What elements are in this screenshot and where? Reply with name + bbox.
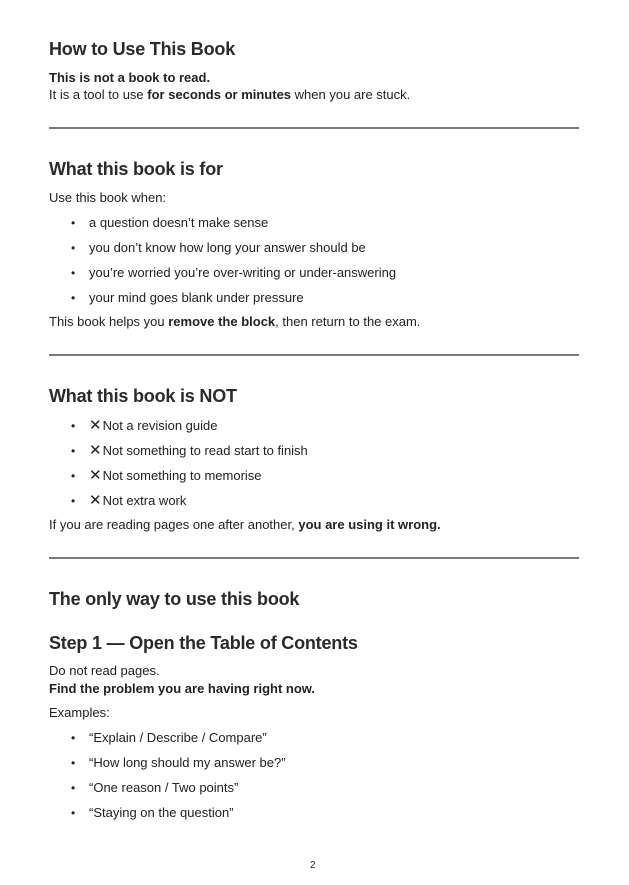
list-item: • “Explain / Describe / Compare”	[71, 730, 267, 745]
list-item: • “Staying on the question”	[71, 805, 234, 820]
step-1-line-1: Do not read pages.	[49, 663, 160, 678]
list-item: • ✕Not a revision guide	[71, 417, 218, 434]
list-item: • you don’t know how long your answer should be	[71, 240, 366, 255]
not-closing: If you are reading pages one after another, you are using it wrong.	[49, 517, 441, 532]
cross-icon: ✕	[89, 492, 102, 509]
list-item: • “How long should my answer be?”	[71, 755, 286, 770]
cross-icon: ✕	[89, 467, 102, 484]
divider	[49, 557, 579, 559]
list-item: • ✕Not something to memorise	[71, 467, 262, 484]
cross-icon: ✕	[89, 442, 102, 459]
list-item: • a question doesn’t make sense	[71, 215, 269, 230]
list-item: • you’re worried you’re over-writing or under-answering	[71, 265, 397, 280]
divider	[49, 354, 579, 356]
intro-line-2: It is a tool to use for seconds or minutes when you are stuck.	[49, 87, 411, 102]
section-heading-only-way: The only way to use this book	[49, 589, 300, 609]
step-1-heading: Step 1 — Open the Table of Contents	[49, 633, 358, 653]
for-lead: Use this book when:	[49, 190, 167, 205]
for-closing: This book helps you remove the block, then return to the exam.	[49, 314, 421, 329]
section-heading-not: What this book is NOT	[49, 386, 237, 406]
divider	[49, 127, 579, 129]
cross-icon: ✕	[89, 417, 102, 434]
examples-label: Examples:	[49, 705, 110, 720]
page-number: 2	[310, 860, 316, 871]
list-item: • ✕Not extra work	[71, 492, 187, 509]
step-1-line-2: Find the problem you are having right now.	[49, 681, 316, 696]
list-item: • “One reason / Two points”	[71, 780, 239, 795]
intro-line-1: This is not a book to read.	[49, 70, 211, 85]
section-heading-for: What this book is for	[49, 159, 223, 179]
list-item: • ✕Not something to read start to finish	[71, 442, 308, 459]
page-title: How to Use This Book	[49, 39, 236, 59]
list-item: • your mind goes blank under pressure	[71, 290, 304, 305]
